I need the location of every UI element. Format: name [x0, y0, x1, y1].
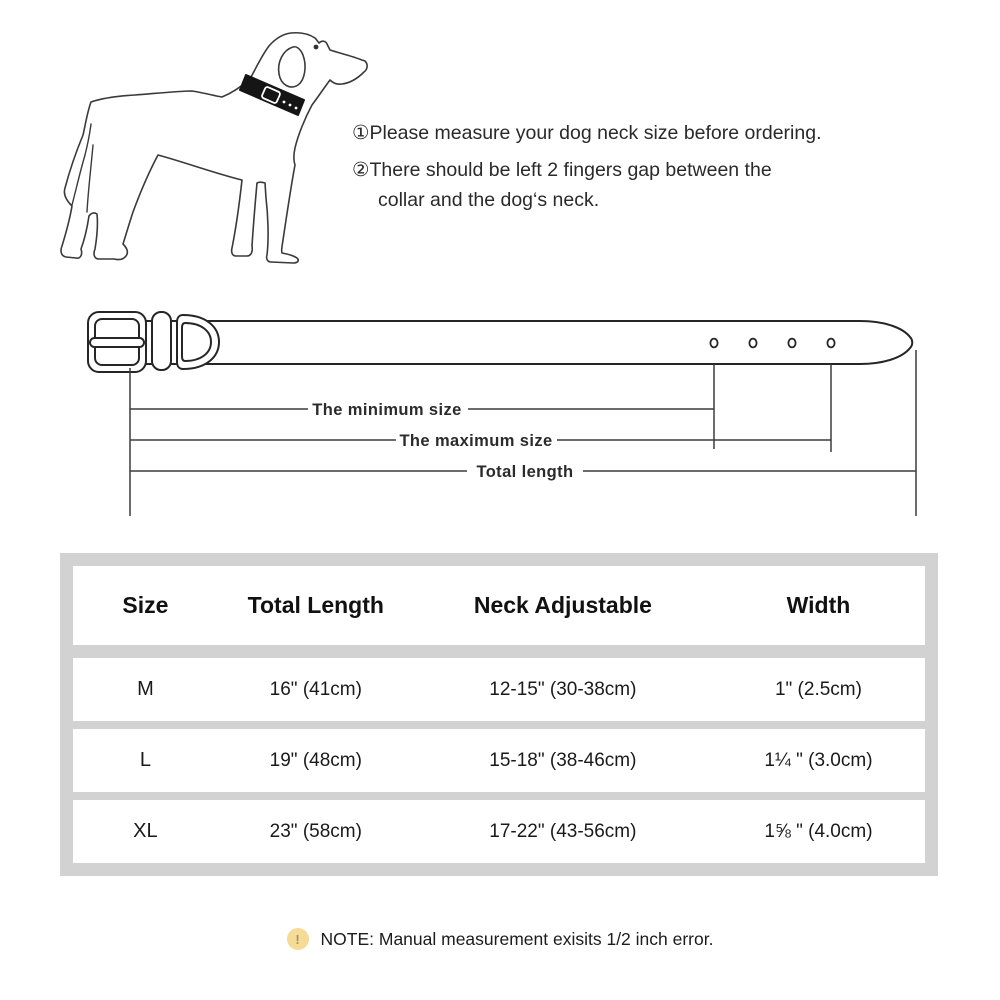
note-text: NOTE: Manual measurement exisits 1/2 inch error.	[320, 928, 714, 949]
cell-width: 1" (2.5cm)	[774, 678, 862, 700]
dog-outline	[61, 33, 367, 263]
note-2-line-2: collar and the dog‘s neck.	[378, 189, 600, 211]
belt-hole	[827, 339, 834, 348]
cell-neck: 15-18" (38-46cm)	[489, 749, 637, 771]
cell-total-length: 16" (41cm)	[269, 678, 362, 700]
size-table-header	[73, 566, 925, 645]
measurement-error-note	[0, 928, 1000, 950]
collar-stud	[295, 107, 298, 110]
cell-size: XL	[133, 820, 158, 842]
belt-prong	[90, 338, 144, 347]
table-row-xl	[73, 800, 925, 863]
total-length-label: Total length	[476, 463, 574, 481]
collar-stud	[289, 104, 292, 107]
dog-eye	[314, 45, 319, 50]
belt-hole	[710, 339, 717, 348]
collar-stud	[283, 101, 286, 104]
belt-hole	[788, 339, 795, 348]
cell-total-length: 19" (48cm)	[269, 749, 362, 771]
table-row-m	[73, 658, 925, 721]
header-width: Width	[786, 592, 851, 618]
cell-size: L	[139, 749, 151, 771]
belt-hole	[749, 339, 756, 348]
size-table	[60, 553, 938, 876]
belt-keeper	[152, 312, 171, 370]
collar-diagram	[60, 295, 940, 520]
header-total-length: Total Length	[247, 592, 384, 618]
cell-neck: 12-15" (30-38cm)	[489, 678, 637, 700]
note-1: ①Please measure your dog neck size before ordering.	[352, 122, 822, 144]
cell-total-length: 23" (58cm)	[269, 820, 362, 842]
note-2-line-1: ②There should be left 2 fingers gap between the	[352, 159, 772, 181]
cell-width: 1⅝ " (4.0cm)	[764, 820, 873, 842]
measure-notes	[352, 118, 932, 215]
table-row-l	[73, 729, 925, 792]
dog-illustration	[40, 10, 380, 290]
header-size: Size	[122, 592, 169, 618]
cell-width: 1¼ " (3.0cm)	[764, 749, 873, 771]
min-size-label: The minimum size	[312, 401, 462, 419]
cell-size: M	[137, 678, 154, 700]
header-neck-adjustable: Neck Adjustable	[473, 592, 652, 618]
max-size-label: The maximum size	[399, 432, 553, 450]
cell-neck: 17-22" (43-56cm)	[489, 820, 637, 842]
exclamation-icon: !	[287, 928, 309, 950]
